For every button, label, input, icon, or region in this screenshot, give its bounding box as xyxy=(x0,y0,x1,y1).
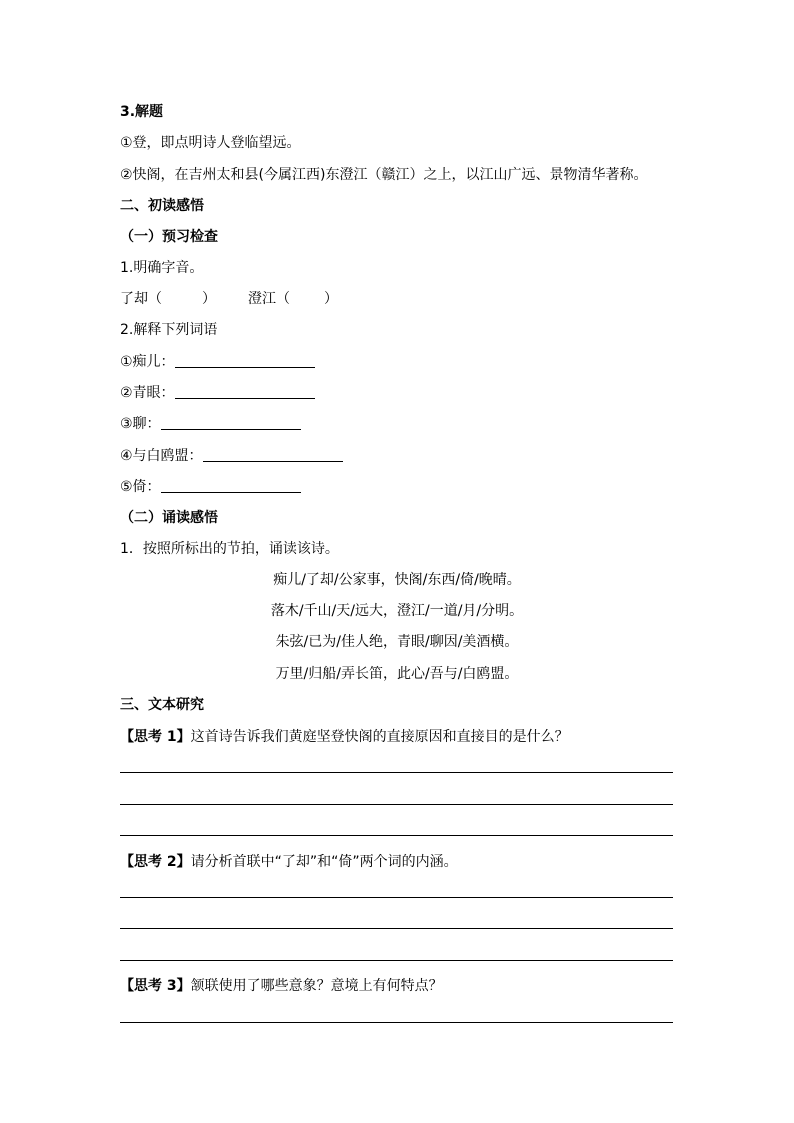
pron2-close: ） xyxy=(324,291,338,307)
section2-title: 二、初读感悟 xyxy=(120,198,204,214)
poem-line: 痴儿/了却/公家事，快阁/东西/倚/晚晴。 xyxy=(273,572,521,588)
term-row xyxy=(120,414,301,434)
answer-line[interactable] xyxy=(120,1022,673,1023)
answer-line[interactable] xyxy=(120,928,673,929)
answer-line[interactable] xyxy=(120,960,673,961)
think-tag: 【思考 1】 xyxy=(120,729,191,745)
term-label: ④与白鸥盟： xyxy=(120,448,203,464)
question-explain-terms: 2.解释下列词语 xyxy=(120,322,218,338)
subsection-preview-title: （一）预习检查 xyxy=(120,229,218,245)
term-answer-blank[interactable] xyxy=(175,384,315,399)
term-answer-blank[interactable] xyxy=(161,415,301,430)
solve-item-1: ①登，即点明诗人登临望远。 xyxy=(120,135,301,151)
pron1-close: ） xyxy=(202,291,216,307)
term-answer-blank[interactable] xyxy=(175,353,315,368)
poem-line: 朱弦/已为/佳人绝，青眼/聊因/美酒横。 xyxy=(275,634,519,650)
think-question-3 xyxy=(120,976,443,996)
term-label: ①痴儿： xyxy=(120,354,175,370)
think-question-1 xyxy=(120,727,569,747)
term-answer-blank[interactable] xyxy=(203,447,343,462)
term-answer-blank[interactable] xyxy=(161,478,301,493)
think-text: 这首诗告诉我们黄庭坚登快阁的直接原因和直接目的是什么？ xyxy=(190,729,569,745)
section3-title: 三、文本研究 xyxy=(120,697,204,713)
pron1-word: 了却（ xyxy=(120,291,162,307)
term-label: ③聊： xyxy=(120,416,161,432)
think-tag: 【思考 2】 xyxy=(120,854,191,870)
answer-line[interactable] xyxy=(120,772,673,773)
think-question-2 xyxy=(120,852,458,872)
think-text: 颔联使用了哪些意象？意境上有何特点？ xyxy=(190,978,443,994)
term-row xyxy=(120,446,343,466)
term-label: ②青眼： xyxy=(120,385,175,401)
subsection-reading-title: （二）诵读感悟 xyxy=(120,510,218,526)
pronunciation-row xyxy=(120,289,338,309)
term-row xyxy=(120,383,315,403)
term-row xyxy=(120,352,315,372)
poem-line: 万里/归船/弄长笛，此心/吾与/白鸥盟。 xyxy=(275,666,519,682)
reading-instruction: 1．按照所标出的节拍，诵读该诗。 xyxy=(120,541,339,557)
answer-line[interactable] xyxy=(120,897,673,898)
poem-line: 落木/千山/天/远大，澄江/一道/月/分明。 xyxy=(270,603,524,619)
solve-item-2: ②快阁，在吉州太和县(今属江西)东澄江（赣江）之上，以江山广远、景物清华著称。 xyxy=(120,167,648,183)
term-label: ⑤倚： xyxy=(120,479,161,495)
answer-line[interactable] xyxy=(120,835,673,836)
think-text: 请分析首联中“了却”和“倚”两个词的内涵。 xyxy=(190,854,458,870)
question-pronunciation: 1.明确字音。 xyxy=(120,260,204,276)
pron2-word: 澄江（ xyxy=(248,291,290,307)
section-solve-title: 3.解题 xyxy=(120,104,164,120)
term-row xyxy=(120,477,301,497)
think-tag: 【思考 3】 xyxy=(120,978,191,994)
answer-line[interactable] xyxy=(120,804,673,805)
